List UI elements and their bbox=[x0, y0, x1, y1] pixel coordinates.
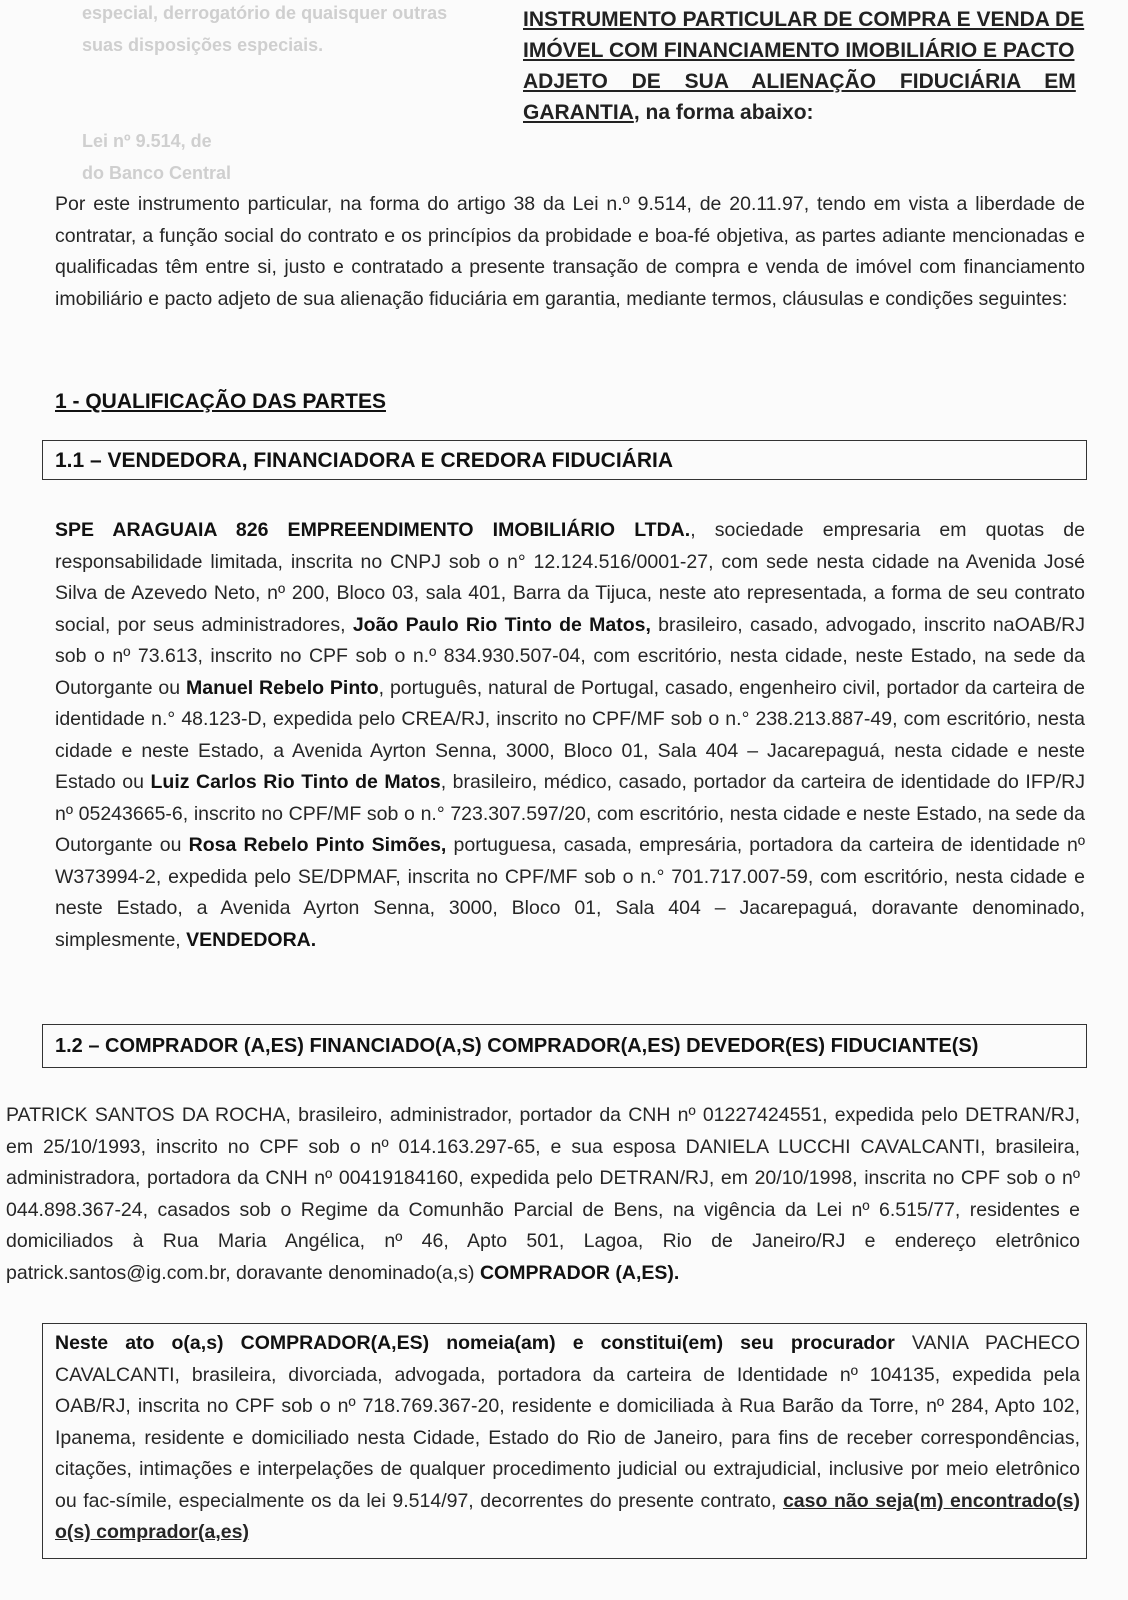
seller-text: , sociedade empresaria em quotas de responsabilidade limitada, inscrita no CNPJ sob o n° 12.124.516/0001-27, com sede nesta cidade na Avenida José Silva de Azevedo Neto, nº 200, Bloco 03, sala 401, Barra da Tijuca, neste ato representada, a forma de seu contrato social, por seus administradores, bbox=[55, 519, 1085, 636]
title-underlined-word: GARANTIA bbox=[523, 101, 634, 124]
buyer-text: PATRICK SANTOS DA ROCHA, brasileiro, administrador, portador da CNH nº 01227424551, expedida pelo DETRAN/RJ, em 25/10/1993, inscrito no CPF sob o nº 014.163.297-65, e sua esposa DANIELA LUCCHI CAVALCANTI, brasileira, administradora, portadora da CNH nº 00419184160, expedida pelo DETRAN/RJ, em 20/10/1998, inscrita no CPF sob o nº 044.898.367-24, casados sob o Regime da Comunhão Parcial de Bens, na vigência da Lei nº 6.515/77, residentes e domiciliados à Rua Maria Angélica, nº 46, Apto 501, Lagoa, Rio de Janeiro/RJ e endereço eletrônico patrick.santos@ig.com.br, doravante denominado(a,s) bbox=[6, 1104, 1080, 1284]
buyer-paragraph bbox=[6, 1100, 1080, 1289]
seller-text: , português, natural de Portugal, casado, engenheiro civil, portador da carteira de identidade n.° 48.123-D, expedida pelo CREA/RJ, inscrito no CPF/MF sob o n.° 238.213.887-49, com escritório, nesta cidade e neste Estado, a Avenida Ayrton Senna, 3000, Bloco 01, Sala 404 – Jacarepaguá, nesta cidade e neste Estado ou bbox=[55, 676, 1085, 793]
proxy-lead: Neste ato o(a,s) COMPRADOR(A,ES) nomeia(am) e constitui(em) seu procurador bbox=[55, 1332, 895, 1354]
administrator-name: Manuel Rebelo Pinto bbox=[186, 676, 379, 699]
title-line: INSTRUMENTO PARTICULAR DE COMPRA E VENDA DE bbox=[523, 8, 1085, 31]
bleed-through-text: Lei nº 9.514, de bbox=[82, 131, 212, 151]
seller-text: portuguesa, casada, empresária, portadora da carteira de identidade nº W373994-2, expedida pelo SE/DPMAF, inscrita no CPF/MF sob o n.° 701.717.007-59, com escritório, nesta cidade e neste Estado, a Avenida Ayrton Senna, 3000, Bloco 01, Sala 404 – Jacarepaguá, doravante denominado, simplesmente, bbox=[55, 834, 1085, 951]
title-tail: , na forma abaixo: bbox=[633, 101, 814, 124]
bleed-through-text: do Banco Central bbox=[82, 163, 232, 183]
proxy-underlined-clause: caso não seja(m) encontrado(s) o(s) comprador(a,es) bbox=[55, 1489, 1081, 1543]
seller-paragraph bbox=[55, 515, 1085, 956]
seller-name: SPE ARAGUAIA 826 EMPREENDIMENTO IMOBILIÁRIO LTDA. bbox=[55, 519, 691, 541]
administrator-name: João Paulo Rio Tinto de Matos, bbox=[352, 613, 651, 636]
section-heading: 1 - QUALIFICAÇÃO DAS PARTES bbox=[55, 390, 386, 413]
seller-text: brasileiro, casado, advogado, inscrito naOAB/RJ sob o nº 73.613, inscrito no CPF sob o n.º 834.930.507-04, com escritório, nesta cidade, neste Estado, na sede da Outorgante ou bbox=[55, 613, 1085, 699]
bleed-through-text: suas disposições especiais. bbox=[82, 35, 324, 55]
administrator-name: Luiz Carlos Rio Tinto de Matos bbox=[150, 771, 441, 793]
bleed-through-text: especial, derrogatório de quaisquer outras bbox=[82, 3, 448, 23]
seller-text: , brasileiro, médico, casado, portador da carteira de identidade do IFP/RJ nº 05243665-6, inscrito no CPF/MF sob o n.° 723.307.597/20, com escritório, nesta cidade e neste Estado, na sede da Outorgante ou bbox=[55, 771, 1086, 856]
administrator-name: Rosa Rebelo Pinto Simões, bbox=[188, 834, 447, 856]
section-box-title: 1.2 – COMPRADOR (A,ES) FINANCIADO(A,S) COMPRADOR(A,ES) DEVEDOR(ES) FIDUCIANTE(S) bbox=[55, 1035, 979, 1057]
title-line bbox=[523, 97, 1113, 128]
section-box-title: 1.1 – VENDEDORA, FINANCIADORA E CREDORA FIDUCIÁRIA bbox=[55, 449, 673, 472]
proxy-paragraph bbox=[55, 1328, 1080, 1549]
title-line: ADJETO DE SUA ALIENAÇÃO FIDUCIÁRIA EM bbox=[523, 70, 1076, 93]
intro-paragraph: Por este instrumento particular, na forma do artigo 38 da Lei n.º 9.514, de 20.11.97, tendo em vista a liberdade de contratar, a função social do contrato e os princípios da probidade e boa-fé objetiva, as partes adiante mencionadas e qualificadas têm entre si, justo e contratado a presente transação de compra e venda de imóvel com financiamento imobiliário e pacto adjeto de sua alienação fiduciária em garantia, mediante termos, cláusulas e condições seguintes: bbox=[55, 193, 1085, 310]
document-title bbox=[523, 4, 1113, 128]
buyer-role: COMPRADOR (A,ES). bbox=[479, 1261, 680, 1284]
title-line: IMÓVEL COM FINANCIAMENTO IMOBILIÁRIO E PACTO bbox=[523, 39, 1075, 62]
proxy-text: VANIA PACHECO CAVALCANTI, brasileira, divorciada, advogada, portadora da carteira de Identidade nº 104135, expedida pela OAB/RJ, inscrita no CPF sob o nº 718.769.367-20, residente e domiciliada à Rua Barão da Torre, nº 284, Apto 102, Ipanema, residente e domiciliado nesta Cidade, Estado do Rio de Janeiro, para fins de receber correspondências, citações, intimações e interpelações de qualquer procedimento judicial ou extrajudicial, inclusive por meio eletrônico ou fac-símile, especialmente os da lei 9.514/97, decorrentes do presente contrato, bbox=[55, 1332, 1080, 1512]
seller-role: VENDEDORA. bbox=[186, 928, 317, 951]
